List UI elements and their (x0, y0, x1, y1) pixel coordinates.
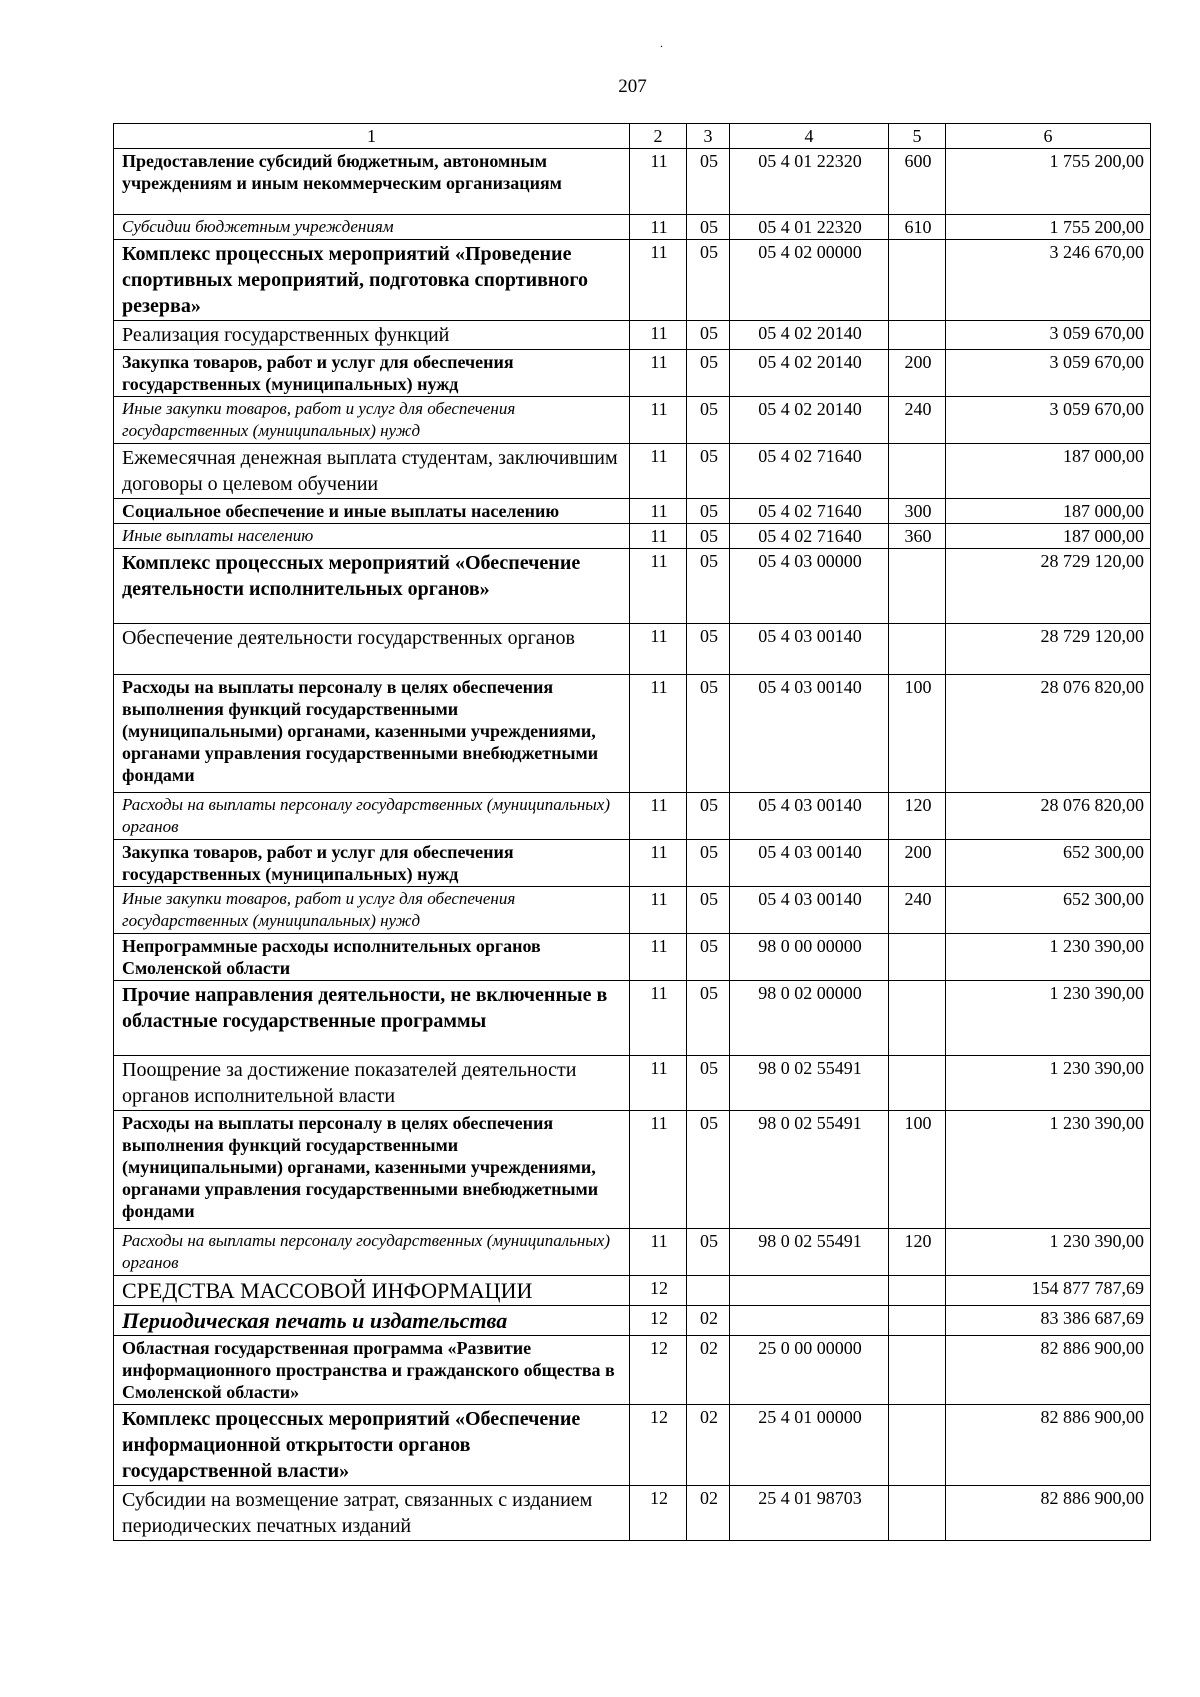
cell-expense-type (889, 240, 946, 321)
cell-section: 12 (630, 1336, 687, 1405)
cell-amount: 28 076 820,00 (946, 675, 1151, 793)
cell-target-article: 98 0 02 55491 (730, 1056, 889, 1111)
cell-amount: 1 230 390,00 (946, 1056, 1151, 1111)
table-row (114, 1111, 1151, 1229)
cell-section: 11 (630, 397, 687, 444)
cell-section: 11 (630, 549, 687, 624)
cell-subsection (687, 1276, 730, 1306)
cell-target-article: 98 0 02 55491 (730, 1111, 889, 1229)
cell-expense-type (889, 1336, 946, 1405)
cell-name: Расходы на выплаты персоналу государственных (муниципальных) органов (114, 793, 630, 840)
cell-subsection: 05 (687, 840, 730, 887)
cell-amount: 28 076 820,00 (946, 793, 1151, 840)
cell-amount: 82 886 900,00 (946, 1336, 1151, 1405)
table-body (114, 149, 1151, 1541)
cell-target-article: 05 4 02 71640 (730, 524, 889, 549)
column-header-3: 3 (687, 124, 730, 149)
cell-target-article: 25 0 00 00000 (730, 1336, 889, 1405)
cell-name: Закупка товаров, работ и услуг для обеспечения государственных (муниципальных) нужд (114, 350, 630, 397)
cell-expense-type: 120 (889, 793, 946, 840)
cell-name: Расходы на выплаты персоналу в целях обеспечения выполнения функций государственными (муниципальными) органами, казенными учреждениями, органами управления государственными внебюджетными фондами (114, 675, 630, 793)
cell-amount: 1 230 390,00 (946, 981, 1151, 1056)
table-row (114, 321, 1151, 350)
cell-target-article (730, 1276, 889, 1306)
cell-section: 11 (630, 149, 687, 215)
table-row (114, 215, 1151, 240)
column-header-2: 2 (630, 124, 687, 149)
cell-target-article (730, 1306, 889, 1336)
cell-section: 11 (630, 981, 687, 1056)
cell-expense-type (889, 444, 946, 499)
cell-subsection: 02 (687, 1306, 730, 1336)
column-header-4: 4 (730, 124, 889, 149)
cell-subsection: 05 (687, 1056, 730, 1111)
cell-expense-type: 240 (889, 397, 946, 444)
cell-target-article: 05 4 03 00000 (730, 549, 889, 624)
table-row (114, 240, 1151, 321)
cell-amount: 3 246 670,00 (946, 240, 1151, 321)
cell-subsection: 05 (687, 793, 730, 840)
cell-expense-type: 100 (889, 675, 946, 793)
cell-subsection: 05 (687, 887, 730, 934)
cell-subsection: 02 (687, 1405, 730, 1486)
cell-amount: 1 230 390,00 (946, 1229, 1151, 1276)
cell-subsection: 05 (687, 444, 730, 499)
cell-section: 11 (630, 887, 687, 934)
cell-target-article: 05 4 03 00140 (730, 624, 889, 675)
column-header-6: 6 (946, 124, 1151, 149)
cell-expense-type (889, 624, 946, 675)
table-row (114, 350, 1151, 397)
cell-amount: 154 877 787,69 (946, 1276, 1151, 1306)
cell-expense-type: 240 (889, 887, 946, 934)
cell-expense-type: 600 (889, 149, 946, 215)
table-row (114, 840, 1151, 887)
cell-subsection: 05 (687, 675, 730, 793)
cell-expense-type (889, 1276, 946, 1306)
cell-section: 11 (630, 624, 687, 675)
cell-expense-type (889, 981, 946, 1056)
cell-target-article: 05 4 02 71640 (730, 499, 889, 524)
cell-name: Обеспечение деятельности государственных органов (114, 624, 630, 675)
cell-name: Комплекс процессных мероприятий «Проведение спортивных мероприятий, подготовка спортивного резерва» (114, 240, 630, 321)
cell-subsection: 02 (687, 1336, 730, 1405)
cell-section: 11 (630, 350, 687, 397)
table-row (114, 1306, 1151, 1336)
cell-subsection: 05 (687, 240, 730, 321)
cell-section: 12 (630, 1405, 687, 1486)
cell-name: Периодическая печать и издательства (114, 1306, 630, 1336)
cell-section: 11 (630, 499, 687, 524)
cell-target-article: 05 4 03 00140 (730, 793, 889, 840)
cell-section: 11 (630, 524, 687, 549)
cell-target-article: 98 0 00 00000 (730, 934, 889, 981)
table-row (114, 1486, 1151, 1541)
cell-target-article: 05 4 03 00140 (730, 840, 889, 887)
cell-target-article: 05 4 02 20140 (730, 397, 889, 444)
table-row (114, 397, 1151, 444)
scan-mark: . (660, 36, 663, 50)
cell-target-article: 05 4 02 00000 (730, 240, 889, 321)
cell-amount: 187 000,00 (946, 444, 1151, 499)
cell-section: 12 (630, 1276, 687, 1306)
cell-name: Комплекс процессных мероприятий «Обеспечение информационной открытости органов государственной власти» (114, 1405, 630, 1486)
cell-section: 11 (630, 675, 687, 793)
cell-name: Комплекс процессных мероприятий «Обеспечение деятельности исполнительных органов» (114, 549, 630, 624)
cell-name: Поощрение за достижение показателей деятельности органов исполнительной власти (114, 1056, 630, 1111)
cell-target-article: 98 0 02 55491 (730, 1229, 889, 1276)
table-row (114, 1056, 1151, 1111)
cell-expense-type (889, 1405, 946, 1486)
cell-subsection: 02 (687, 1486, 730, 1541)
cell-amount: 83 386 687,69 (946, 1306, 1151, 1336)
cell-section: 11 (630, 934, 687, 981)
table-row (114, 981, 1151, 1056)
cell-expense-type: 300 (889, 499, 946, 524)
cell-section: 12 (630, 1486, 687, 1541)
cell-section: 11 (630, 1056, 687, 1111)
table-row (114, 549, 1151, 624)
cell-target-article: 05 4 01 22320 (730, 215, 889, 240)
cell-subsection: 05 (687, 549, 730, 624)
cell-section: 11 (630, 240, 687, 321)
cell-name: Расходы на выплаты персоналу государственных (муниципальных) органов (114, 1229, 630, 1276)
cell-section: 11 (630, 1229, 687, 1276)
cell-section: 11 (630, 840, 687, 887)
table-row (114, 524, 1151, 549)
table-row (114, 934, 1151, 981)
cell-section: 11 (630, 321, 687, 350)
cell-amount: 652 300,00 (946, 887, 1151, 934)
cell-expense-type (889, 549, 946, 624)
cell-subsection: 05 (687, 934, 730, 981)
cell-amount: 28 729 120,00 (946, 624, 1151, 675)
cell-expense-type: 120 (889, 1229, 946, 1276)
cell-target-article: 05 4 01 22320 (730, 149, 889, 215)
cell-expense-type: 100 (889, 1111, 946, 1229)
cell-name: Предоставление субсидий бюджетным, автономным учреждениям и иным некоммерческим организациям (114, 149, 630, 215)
table-row (114, 793, 1151, 840)
table-row (114, 149, 1151, 215)
table-row (114, 1405, 1151, 1486)
cell-amount: 652 300,00 (946, 840, 1151, 887)
cell-target-article: 05 4 02 20140 (730, 350, 889, 397)
cell-amount: 1 755 200,00 (946, 215, 1151, 240)
cell-amount: 3 059 670,00 (946, 397, 1151, 444)
table-row (114, 1276, 1151, 1306)
cell-name: Непрограммные расходы исполнительных органов Смоленской области (114, 934, 630, 981)
cell-subsection: 05 (687, 149, 730, 215)
cell-amount: 187 000,00 (946, 499, 1151, 524)
cell-section: 11 (630, 1111, 687, 1229)
cell-amount: 1 755 200,00 (946, 149, 1151, 215)
cell-subsection: 05 (687, 215, 730, 240)
cell-name: Субсидии на возмещение затрат, связанных с изданием периодических печатных изданий (114, 1486, 630, 1541)
cell-amount: 187 000,00 (946, 524, 1151, 549)
cell-subsection: 05 (687, 981, 730, 1056)
cell-name: Социальное обеспечение и иные выплаты населению (114, 499, 630, 524)
cell-amount: 28 729 120,00 (946, 549, 1151, 624)
cell-expense-type: 360 (889, 524, 946, 549)
cell-name: Иные выплаты населению (114, 524, 630, 549)
cell-name: Прочие направления деятельности, не включенные в областные государственные программы (114, 981, 630, 1056)
cell-expense-type: 200 (889, 840, 946, 887)
cell-section: 12 (630, 1306, 687, 1336)
column-header-1: 1 (114, 124, 630, 149)
cell-amount: 82 886 900,00 (946, 1486, 1151, 1541)
cell-subsection: 05 (687, 397, 730, 444)
cell-name: Ежемесячная денежная выплата студентам, заключившим договоры о целевом обучении (114, 444, 630, 499)
table-row (114, 1229, 1151, 1276)
cell-subsection: 05 (687, 1229, 730, 1276)
table-row (114, 499, 1151, 524)
cell-subsection: 05 (687, 350, 730, 397)
cell-expense-type (889, 934, 946, 981)
table-row (114, 1336, 1151, 1405)
cell-name: Расходы на выплаты персоналу в целях обеспечения выполнения функций государственными (муниципальными) органами, казенными учреждениями, органами управления государственными внебюджетными фондами (114, 1111, 630, 1229)
cell-target-article: 25 4 01 98703 (730, 1486, 889, 1541)
cell-expense-type (889, 1056, 946, 1111)
cell-expense-type (889, 1486, 946, 1541)
cell-expense-type: 610 (889, 215, 946, 240)
cell-name: Иные закупки товаров, работ и услуг для обеспечения государственных (муниципальных) нужд (114, 887, 630, 934)
table-row (114, 624, 1151, 675)
cell-subsection: 05 (687, 624, 730, 675)
cell-expense-type (889, 1306, 946, 1336)
cell-target-article: 98 0 02 00000 (730, 981, 889, 1056)
cell-subsection: 05 (687, 524, 730, 549)
cell-section: 11 (630, 444, 687, 499)
page-number: 207 (618, 76, 647, 97)
cell-amount: 3 059 670,00 (946, 321, 1151, 350)
cell-name: Закупка товаров, работ и услуг для обеспечения государственных (муниципальных) нужд (114, 840, 630, 887)
header-row (114, 124, 1151, 149)
budget-table (113, 123, 1151, 1541)
cell-amount: 82 886 900,00 (946, 1405, 1151, 1486)
cell-subsection: 05 (687, 321, 730, 350)
cell-name: Иные закупки товаров, работ и услуг для обеспечения государственных (муниципальных) нужд (114, 397, 630, 444)
cell-target-article: 25 4 01 00000 (730, 1405, 889, 1486)
cell-subsection: 05 (687, 499, 730, 524)
cell-expense-type: 200 (889, 350, 946, 397)
cell-target-article: 05 4 02 71640 (730, 444, 889, 499)
table-row (114, 887, 1151, 934)
table-row (114, 675, 1151, 793)
column-header-5: 5 (889, 124, 946, 149)
cell-expense-type (889, 321, 946, 350)
cell-section: 11 (630, 215, 687, 240)
cell-section: 11 (630, 793, 687, 840)
cell-name: Областная государственная программа «Развитие информационного пространства и гражданского общества в Смоленской области» (114, 1336, 630, 1405)
cell-name: Реализация государственных функций (114, 321, 630, 350)
cell-name: Субсидии бюджетным учреждениям (114, 215, 630, 240)
cell-target-article: 05 4 03 00140 (730, 887, 889, 934)
cell-amount: 1 230 390,00 (946, 1111, 1151, 1229)
cell-amount: 3 059 670,00 (946, 350, 1151, 397)
cell-subsection: 05 (687, 1111, 730, 1229)
cell-target-article: 05 4 03 00140 (730, 675, 889, 793)
cell-name: СРЕДСТВА МАССОВОЙ ИНФОРМАЦИИ (114, 1276, 630, 1306)
cell-target-article: 05 4 02 20140 (730, 321, 889, 350)
cell-amount: 1 230 390,00 (946, 934, 1151, 981)
table-row (114, 444, 1151, 499)
